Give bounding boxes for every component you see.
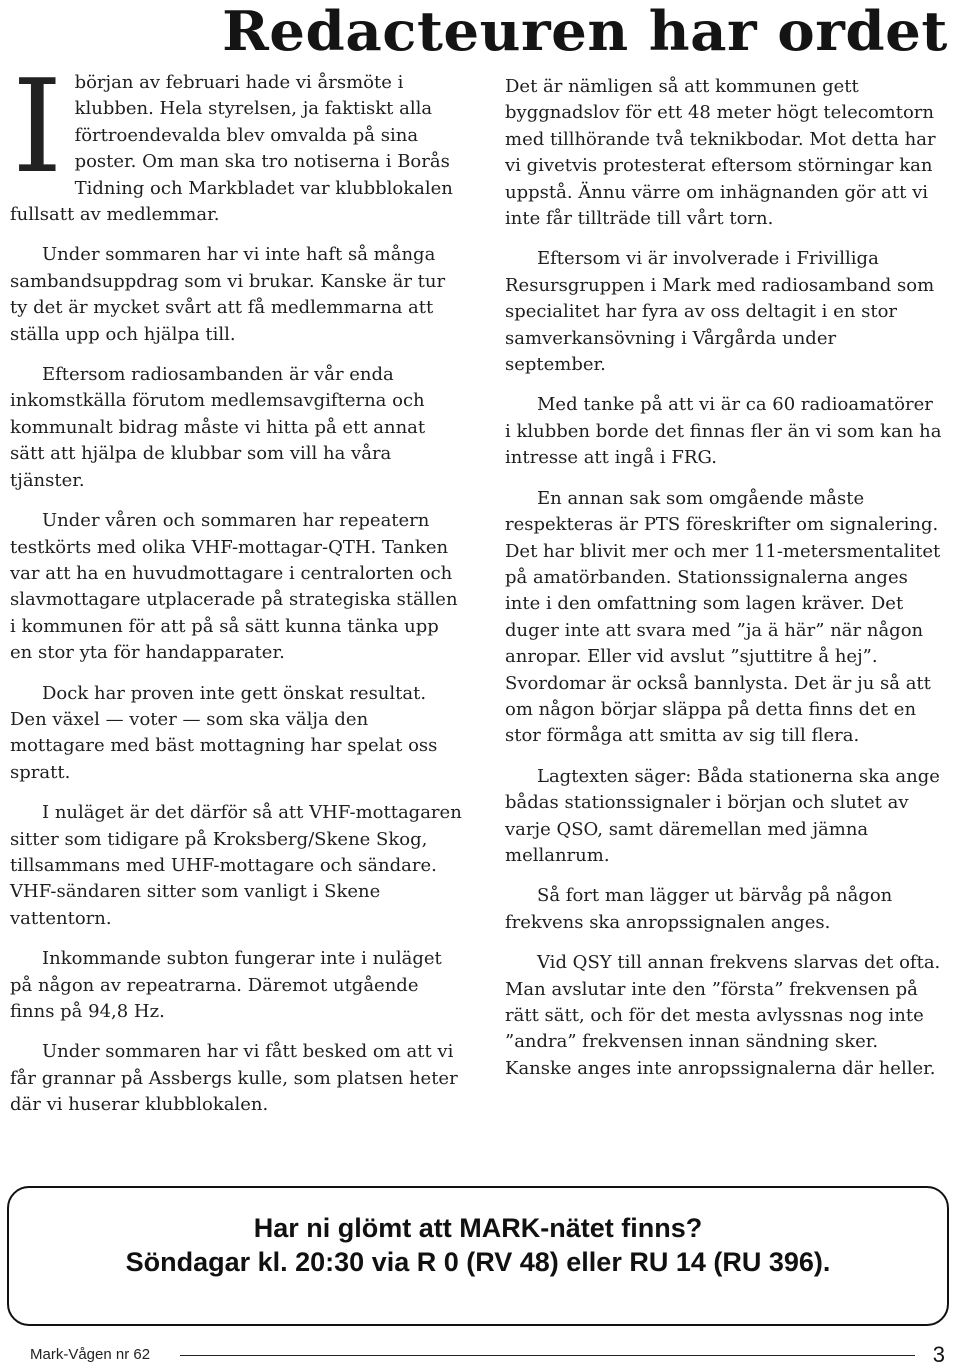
paragraph: Eftersom vi är involverade i Frivilliga Resursgruppen i Mark med radiosamband som specialitet har fyra av oss deltagit i en stor samverkansövning i Vårgårda under september.: [505, 248, 935, 376]
publication-name: Mark-Vågen nr 62: [30, 1346, 151, 1363]
intro-paragraph: [10, 53, 465, 228]
paragraph: Under våren och sommaren har repeatern testkörts med olika VHF-mottagar-QTH. Tanken var att ha en huvudmottagare i centralorten och slavmottagare utplacerade på strategiska ställen i kommunen för att på så sätt kunna tänka upp en stor yta för handapparater.: [10, 510, 458, 664]
paragraph: Inkommande subton fungerar inte i nuläget på någon av repeatrarna. Däremot utgående finns på 94,8 Hz.: [10, 948, 442, 1022]
paragraph: Dock har proven inte gett önskat resultat. Den växel — voter — som ska välja den mottagare med bäst mottagning har spelat oss spratt.: [10, 682, 438, 783]
right-column: [505, 74, 942, 1096]
paragraph: Vid QSY till annan frekvens slarvas det ofta. Man avslutar inte den ”första” frekvensen på rätt sätt, och för det mesta avlyssnas nog inte ”andra” frekvensen innan sändning sker. Kanske anges inte anropssignalerna där heller.: [505, 952, 941, 1079]
drop-cap: I: [12, 53, 63, 202]
paragraph: En annan sak som omgående måste respekteras är PTS föreskrifter om signalering. Det har blivit mer och mer 11-metersmentalitet på amatörbanden. Stationssignalerna anges inte i den omfattning som lagen kräver. Det duger inte att svara med ”ja ä här” när någon anropar. Eller vid avslut ”sjuttitre å hej”. Svordomar är också bannlysta. Det är ju så att om någon börjar släppa på detta finns det en stor förmåga att smitta av sig till flera.: [505, 487, 941, 747]
paragraph: Det är nämligen så att kommunen gett byggnadslov för ett 48 meter högt telecomtorn med tillhörande två teknikbodar. Mot detta har vi givetvis protesterat eftersom störningar kan uppstå. Ännu värre om inhägnanden gör att vi inte får tillträde till vårt torn.: [505, 76, 936, 230]
page-number: 3: [932, 1342, 945, 1367]
intro-paragraph-text: början av februari hade vi årsmöte i klubben. Hela styrelsen, ja faktiskt alla förtroendevalda blev omvalda på sina poster. Om man ska tro notiserna i Borås Tidning och Markbladet var klubblokalen fullsatt av medlemmar.: [10, 72, 453, 226]
footer-rule: [180, 1355, 915, 1356]
paragraph: Med tanke på att vi är ca 60 radioamatörer i klubben borde det finnas fler än vi som kan ha intresse att ingå i FRG.: [505, 394, 942, 469]
paragraph: Under sommaren har vi inte haft så många sambandsuppdrag som vi brukar. Kanske är tur ty det är mycket svårt att få medlemmarna att ställa upp och hjälpa till.: [10, 244, 446, 345]
paragraph: Eftersom radiosambanden är vår enda inkomstkälla förutom medlemsavgifterna och kommunalt bidrag måste vi hitta på ett annat sätt att hjälpa de klubbar som vill ha våra tjänster.: [10, 364, 426, 491]
page-title: Redacteuren har ordet: [222, 0, 948, 63]
paragraph: Så fort man lägger ut bärvåg på någon frekvens ska anropssignalen anges.: [505, 885, 893, 933]
page-footer: [20, 1342, 945, 1368]
notice-schedule: Söndagar kl. 20:30 via R 0 (RV 48) eller RU 14 (RU 396).: [125, 1247, 831, 1277]
notice-heading: Har ni glömt att MARK-nätet finns?: [253, 1213, 703, 1243]
left-column: [10, 53, 465, 1133]
notice-box: [7, 1186, 949, 1326]
paragraph: Lagtexten säger: Båda stationerna ska ange bådas stationssignaler i början och slutet av varje QSO, samt däremellan med jämna mellanrum.: [505, 765, 940, 866]
paragraph: I nuläget är det därför så att VHF-mottagaren sitter som tidigare på Kroksberg/Skene Skog, tillsammans med UHF-mottagare och sändare. VHF-sändaren sitter som vanligt i Skene vattentorn.: [10, 802, 462, 929]
paragraph: Under sommaren har vi fått besked om att vi får grannar på Assbergs kulle, som platsen heter där vi huserar klubblokalen.: [10, 1041, 458, 1116]
